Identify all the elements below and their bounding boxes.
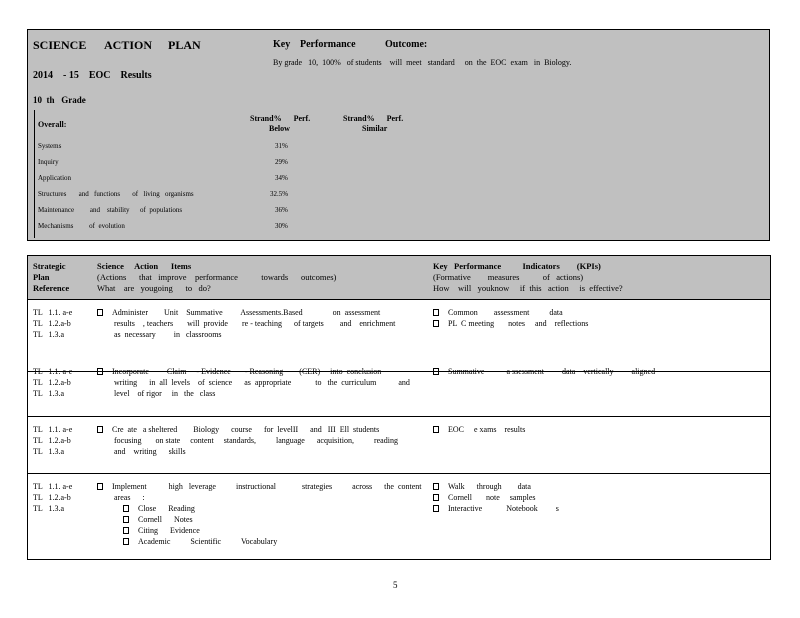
- kpi-list: [433, 366, 655, 377]
- bullet-icon: [97, 426, 103, 433]
- grade-label: 10 th Grade: [33, 95, 86, 105]
- header-action-items: [97, 261, 336, 294]
- strategy-item: Citing Evidence: [138, 526, 200, 535]
- row-divider: [28, 416, 770, 417]
- action-item: [97, 424, 398, 457]
- bullet-icon: [433, 426, 439, 433]
- kpi-item: Summative a ssessment data vertically aligned: [448, 367, 656, 376]
- kpo-label-word-1: Key: [273, 39, 291, 50]
- action-line: results , teachers will provide re - teaching of targets and enrichment: [114, 319, 396, 328]
- kpi-item: PL C meeting notes and reflections: [448, 319, 589, 328]
- bullet-icon: [123, 505, 129, 512]
- below-col-header-line1: Strand% Perf.: [250, 114, 311, 123]
- plan-title-word-2: ACTION: [104, 38, 153, 52]
- bullet-icon: [97, 368, 103, 375]
- header-kpi-sub: (Formative measures of actions): [433, 272, 584, 282]
- kpi-item: Common assessment data: [448, 308, 563, 317]
- results-title: 2014 - 15 EOC Results: [33, 70, 152, 81]
- bullet-icon: [433, 505, 439, 512]
- action-line: Administer Unit Summative Assessments.Based on assessment: [112, 308, 381, 317]
- ref-line: TL 1.2.a-b: [33, 378, 71, 387]
- strand-value: 31%: [275, 142, 288, 150]
- similar-col-header-line2: Similar: [362, 124, 388, 133]
- header-items-sub: (Actions that improve performance towards outcomes): [97, 272, 337, 282]
- strand-value: 34%: [275, 174, 288, 182]
- ref-line: TL 1.3.a: [33, 504, 65, 513]
- action-line: level of rigor in the class: [114, 389, 216, 398]
- strand-name: Inquiry: [38, 158, 59, 166]
- similar-col-header-line1: Strand% Perf.: [343, 114, 404, 123]
- action-line: Incorporate Claim - Evidence - Reasoning (CER) into conclusion: [112, 367, 382, 376]
- action-line: as necessary in classrooms: [114, 330, 222, 339]
- page-number: 5: [393, 580, 398, 590]
- action-item: [97, 481, 421, 547]
- ref-line: TL 1.2.a-b: [33, 319, 71, 328]
- kpi-item: Cornell note samples: [448, 493, 536, 502]
- strand-name: Structures and functions of living organisms: [38, 190, 194, 198]
- kpi-list: [433, 481, 559, 514]
- ref-line: TL 1.2.a-b: [33, 436, 71, 445]
- bullet-icon: [97, 309, 103, 316]
- kpi-item: Interactive Notebook s: [448, 504, 559, 513]
- row-refs: [33, 366, 72, 399]
- bullet-icon: [433, 320, 439, 327]
- bullet-icon: [97, 483, 103, 490]
- header-items-sub: What are yougoing to do?: [97, 283, 211, 293]
- strand-value: 32.5%: [270, 190, 289, 198]
- action-line: Implement high leverage instructional strategies across the content: [112, 482, 422, 491]
- ref-line: TL 1.1. a-e: [33, 367, 73, 376]
- ref-line: TL 1.3.a: [33, 330, 65, 339]
- kpo-text: By grade 10, 100% of students will meet standard on the EOC exam in Biology.: [273, 58, 572, 67]
- bullet-icon: [433, 368, 439, 375]
- bullet-icon: [123, 538, 129, 545]
- action-line: Cre ate a sheltered Biology course for levelII and III Ell students: [112, 425, 380, 434]
- ref-line: TL 1.3.a: [33, 389, 65, 398]
- row-divider: [28, 473, 770, 474]
- plan-title-word-1: SCIENCE: [33, 38, 87, 52]
- strand-name: Maintenance and stability of populations: [38, 206, 183, 214]
- kpi-list: [433, 307, 588, 329]
- header-ref-line: Plan: [33, 272, 50, 282]
- ref-line: TL 1.1. a-e: [33, 482, 73, 491]
- action-line: areas :: [114, 493, 145, 502]
- row-refs: [33, 307, 72, 340]
- kpo-label-word-3: Outcome:: [385, 39, 428, 50]
- header-kpi-title: Key Performance Indicators (KPIs): [433, 261, 601, 271]
- kpi-item: Walk through data: [448, 482, 531, 491]
- strand-table-rule: [34, 110, 35, 238]
- header-ref-line: Strategic: [33, 261, 66, 271]
- strand-name: Application: [38, 174, 72, 182]
- strategy-item: Close Reading: [138, 504, 195, 513]
- ref-line: TL 1.1. a-e: [33, 308, 73, 317]
- strand-name: Systems: [38, 142, 62, 150]
- header-kpi-sub: How will youknow if this action is effective?: [433, 283, 623, 293]
- header-items-title: Science Action Items: [97, 261, 192, 271]
- strand-value: 29%: [275, 158, 288, 166]
- strategy-item: Cornell Notes: [138, 515, 193, 524]
- action-line: and writing skills: [114, 447, 186, 456]
- bullet-icon: [433, 494, 439, 501]
- below-col-header-line2: Below: [269, 124, 290, 133]
- header-ref: [33, 261, 69, 294]
- header-kpi: [433, 261, 623, 294]
- overall-label: Overall:: [38, 120, 67, 129]
- action-item: [97, 307, 395, 340]
- row-refs: [33, 481, 72, 514]
- kpo-label-word-2: Performance: [300, 39, 356, 50]
- bullet-icon: [123, 516, 129, 523]
- bullet-icon: [123, 527, 129, 534]
- action-line: writing in all levels of science as appropriate to the curriculum and: [114, 378, 410, 387]
- kpi-item: EOC e xams results: [448, 425, 526, 434]
- strategy-item: Academic Scientific Vocabulary: [138, 537, 278, 546]
- ref-line: TL 1.2.a-b: [33, 493, 71, 502]
- action-item: [97, 366, 410, 399]
- row-refs: [33, 424, 72, 457]
- ref-line: TL 1.3.a: [33, 447, 65, 456]
- action-line: focusing on state content standards, language acquisition, reading: [114, 436, 398, 445]
- bullet-icon: [433, 483, 439, 490]
- kpi-list: [433, 424, 525, 435]
- strand-value: 30%: [275, 222, 288, 230]
- strand-value: 36%: [275, 206, 288, 214]
- ref-line: TL 1.1. a-e: [33, 425, 73, 434]
- plan-title-word-3: PLAN: [168, 38, 201, 52]
- strand-name: Mechanisms of evolution: [38, 222, 125, 230]
- header-ref-line: Reference: [33, 283, 70, 293]
- bullet-icon: [433, 309, 439, 316]
